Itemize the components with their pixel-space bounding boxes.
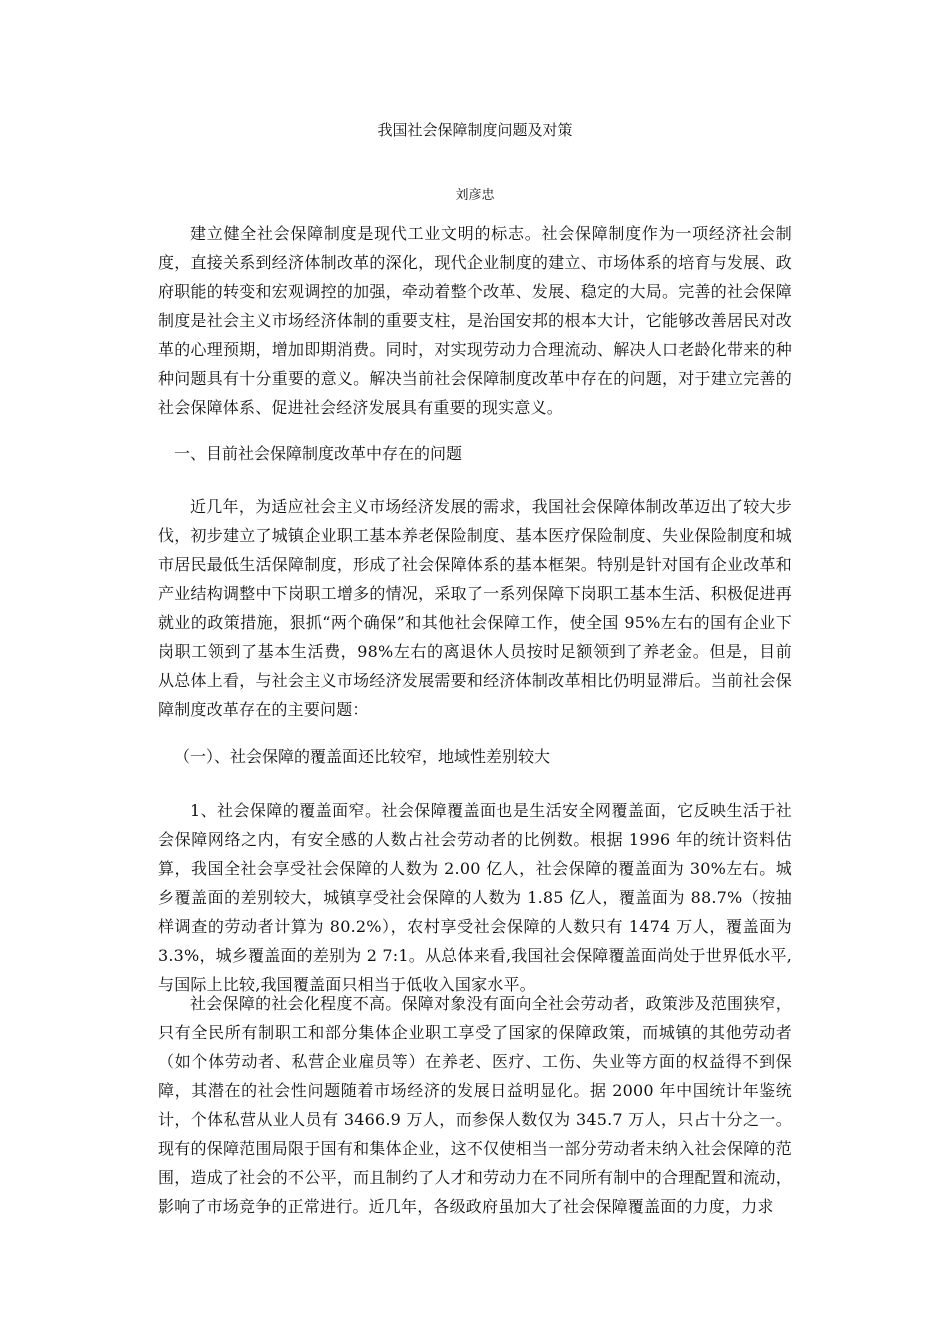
section-1-paragraph: 近几年，为适应社会主义市场经济发展的需求，我国社会保障体制改革迈出了较大步伐，初步建立了城镇企业职工基本养老保险制度、基本医疗保险制度、失业保险制度和城市居民最低生活保障制度，形成了社会保障体系的基本框架。特别是针对国有企业改革和产业结构调整中下岗职工增多的情况，采取了一系列保障下岗职工基本生活、积极促进再就业的政策措施，狠抓“两个确保”和其他社会保障工作，使全国 95%左右的国有企业下岗职工领到了基本生活费，98%左右的离退休人员按时足额领到了养老金。但是，目前从总体上看，与社会主义市场经济发展需要和经济体制改革相比仍明显滞后。当前社会保障制度改革存在的主要问题： (158, 497, 792, 719)
coverage-paragraph: 1、社会保障的覆盖面窄。社会保障覆盖面也是生活安全网覆盖面，它反映生活于社会保障网络之内，有安全感的人数占社会劳动者的比例数。根据 1996 年的统计资料估算，我国全社会享受社会保障的人数为 2.00 亿人，社会保障的覆盖面为 30%左右。城乡覆盖面的差别较大，城镇享受社会保障的人数为 1.85 亿人，覆盖面为 88.7%（按抽样调查的劳动者计算为 80.2%），农村享受社会保障的人数只有 1474 万人，覆盖面为 3.3%，城乡覆盖面的差别为 2 7:1。从总体来看,我国社会保障覆盖面尚处于世界低水平,与国际上比较,我国覆盖面只相当于低收入国家水平。 (158, 801, 792, 994)
section-heading-1: 一、目前社会保障制度改革中存在的问题 (174, 444, 463, 463)
socialization-paragraph: 社会保障的社会化程度不高。保障对象没有面向全社会劳动者，政策涉及范围狭窄，只有全民所有制职工和部分集体企业职工享受了国家的保障政策，而城镇的其他劳动者（如个体劳动者、私营企业雇员等）在养老、医疗、工伤、失业等方面的权益得不到保障，其潜在的社会性问题随着市场经济的发展日益明显化。据 2000 年中国统计年鉴统计，个体私营从业人员有 3466.9 万人，而参保人数仅为 345.7 万人，只占十分之一。现有的保障范围局限于国有和集体企业，这不仅使相当一部分劳动者未纳入社会保障的范围，造成了社会的不公平，而且制约了人才和劳动力在不同所有制中的合理配置和流动，影响了市场竞争的正常进行。近几年，各级政府虽加大了社会保障覆盖面的力度，力求 (158, 994, 792, 1216)
subsection-heading-1: （一）、社会保障的覆盖面还比较窄，地域性差别较大 (174, 747, 551, 766)
document-title: 我国社会保障制度问题及对策 (377, 121, 573, 139)
intro-paragraph: 建立健全社会保障制度是现代工业文明的标志。社会保障制度作为一项经济社会制度，直接关系到经济体制改革的深化，现代企业制度的建立、市场体系的培育与发展、政府职能的转变和宏观调控的加强，牵动着整个改革、发展、稳定的大局。完善的社会保障制度是社会主义市场经济体制的重要支柱，是治国安邦的根本大计，它能够改善居民对改革的心理预期，增加即期消费。同时，对实现劳动力合理流动、解决人口老龄化带来的种种问题具有十分重要的意义。解决当前社会保障制度改革中存在的问题，对于建立完善的社会保障体系、促进社会经济发展具有重要的现实意义。 (158, 224, 792, 417)
document-author: 刘彦忠 (455, 188, 495, 203)
